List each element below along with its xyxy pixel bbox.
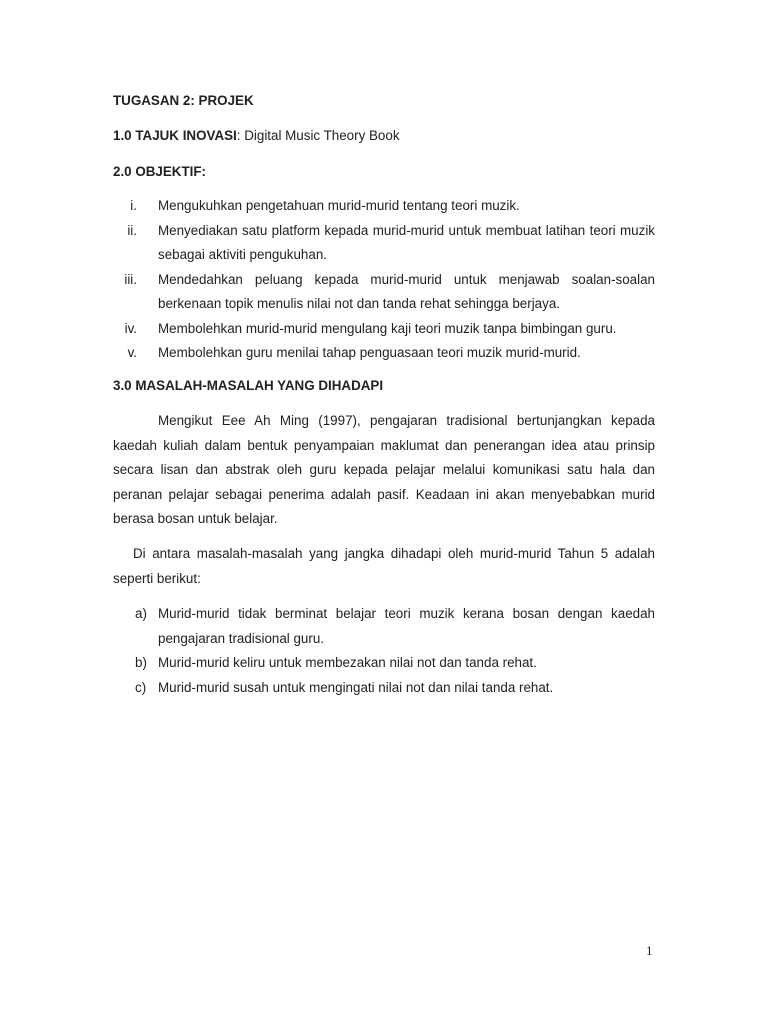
list-marker: iii. [124, 271, 137, 287]
list-item-text: Membolehkan guru menilai tahap penguasaan teori muzik murid-murid. [158, 345, 581, 360]
list-item [113, 194, 655, 219]
list-item-text: Murid-murid susah untuk mengingati nilai not dan nilai tanda rehat. [158, 679, 554, 695]
objectives-list [113, 194, 655, 366]
section-3-heading: 3.0 MASALAH-MASALAH YANG DIHADAPI [113, 378, 384, 393]
list-item [113, 317, 655, 342]
list-marker: ii. [127, 222, 137, 238]
list-marker: b) [135, 655, 147, 670]
section-1-heading [113, 127, 400, 145]
task-title: TUGASAN 2: PROJEK [113, 93, 254, 108]
list-item-text: Menyediakan satu platform kepada murid-murid untuk membuat latihan teori muzik sebagai aktiviti pengukuhan. [158, 222, 655, 262]
list-item-text: Murid-murid keliru untuk membezakan nilai not dan tanda rehat. [158, 655, 537, 670]
section-2-heading: 2.0 OBJEKTIF: [113, 164, 207, 179]
list-marker: i. [130, 198, 137, 213]
section-1-value: Digital Music Theory Book [240, 128, 400, 143]
list-item-text: Mengukuhkan pengetahuan murid-murid tentang teori muzik. [158, 198, 520, 213]
list-marker: a) [135, 606, 147, 621]
section-3-paragraph-1: Mengikut Eee Ah Ming (1997), pengajaran tradisional bertunjangkan kepada kaedah kuliah dalam bentuk penyampaian maklumat dan penerangan idea atau prinsip secara lisan dan abstrak oleh guru kepada pelajar melalui komunikasi satu hala dan peranan pelajar sebagai penerima adalah pasif. Keadaan ini akan menyebabkan murid berasa bosan untuk belajar. [113, 413, 655, 526]
section-3-paragraph-2: Di antara masalah-masalah yang jangka dihadapi oleh murid-murid Tahun 5 adalah seperti berikut: [113, 546, 655, 586]
list-item [113, 651, 655, 676]
list-marker: c) [135, 679, 147, 695]
list-item-text: Murid-murid tidak berminat belajar teori muzik kerana bosan dengan kaedah pengajaran tradisional guru. [158, 606, 655, 646]
page-number: 1 [646, 943, 653, 958]
list-marker: iv. [124, 320, 137, 336]
list-item [113, 602, 655, 651]
problems-list [113, 602, 655, 700]
list-item [113, 341, 655, 366]
list-item [113, 219, 655, 268]
list-item-text: Mendedahkan peluang kepada murid-murid untuk menjawab soalan-soalan berkenaan topik menulis nilai not dan tanda rehat sehingga berjaya. [158, 271, 655, 311]
list-item [113, 268, 655, 317]
list-item-text: Membolehkan murid-murid mengulang kaji teori muzik tanpa bimbingan guru. [158, 320, 617, 336]
list-marker: v. [127, 345, 137, 360]
section-1-label: 1.0 TAJUK INOVASI [113, 128, 237, 143]
list-item [113, 676, 655, 701]
section-1-separator: : [236, 128, 241, 143]
